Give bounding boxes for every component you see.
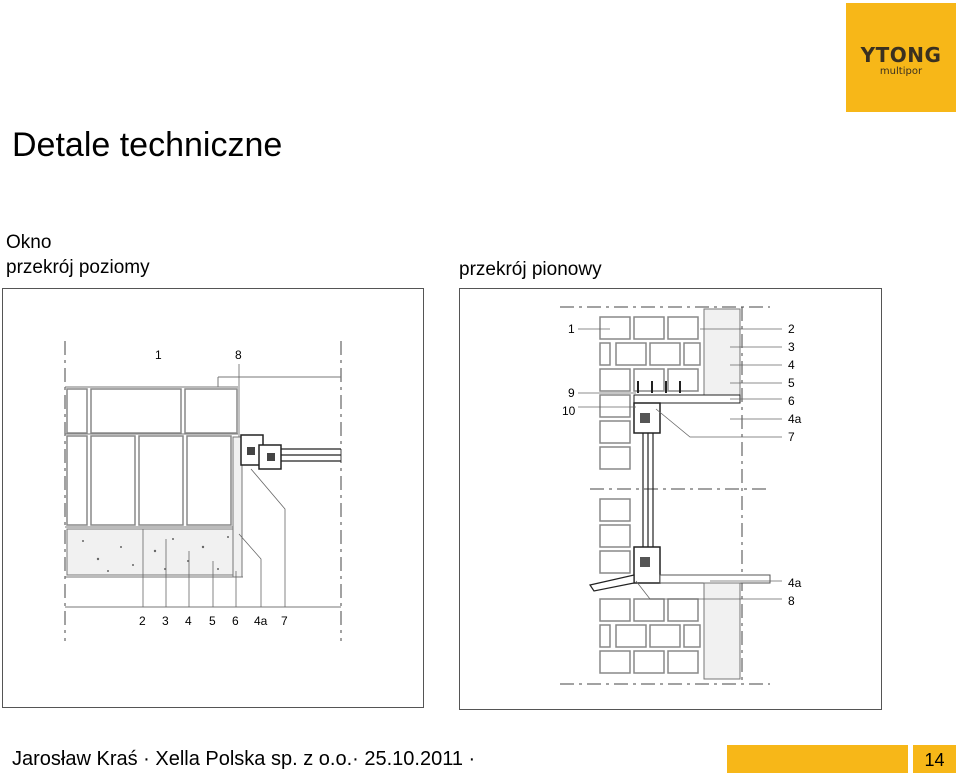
label-6: 6 (232, 614, 239, 628)
footer-text: Jarosław Kraś · Xella Polska sp. z o.o.· 25.10.2011 · (12, 748, 476, 770)
right-caption: przekrój pionowy (459, 259, 602, 280)
label-5: 5 (209, 614, 216, 628)
label-3: 3 (162, 614, 169, 628)
label-7: 7 (788, 430, 795, 444)
label-2: 2 (788, 322, 795, 336)
label-6: 6 (788, 394, 795, 408)
vertical-section-drawing (459, 288, 882, 710)
label-1: 1 (155, 348, 162, 362)
logo-sub-text: multipor (879, 66, 923, 77)
label-8: 8 (788, 594, 795, 608)
subtitle: Okno (6, 232, 52, 253)
label-4: 4 (788, 358, 795, 372)
ytong-logo (846, 3, 956, 112)
label-3: 3 (788, 340, 795, 354)
label-4a: 4a (788, 412, 802, 426)
label-2: 2 (139, 614, 146, 628)
horizontal-section-drawing (2, 288, 424, 708)
page-number: 14 (913, 745, 956, 773)
label-8: 8 (235, 348, 242, 362)
label-5: 5 (788, 376, 795, 390)
page-title: Detale techniczne (12, 126, 283, 164)
label-1: 1 (568, 322, 575, 336)
label-4: 4 (185, 614, 192, 628)
footer-accent-bar (727, 745, 908, 773)
logo-main-text: YTONG (860, 43, 942, 67)
label-4a-lower: 4a (788, 576, 802, 590)
label-10: 10 (562, 404, 576, 418)
label-4a: 4a (254, 614, 268, 628)
label-7: 7 (281, 614, 288, 628)
left-caption: przekrój poziomy (6, 257, 150, 278)
label-9: 9 (568, 386, 575, 400)
